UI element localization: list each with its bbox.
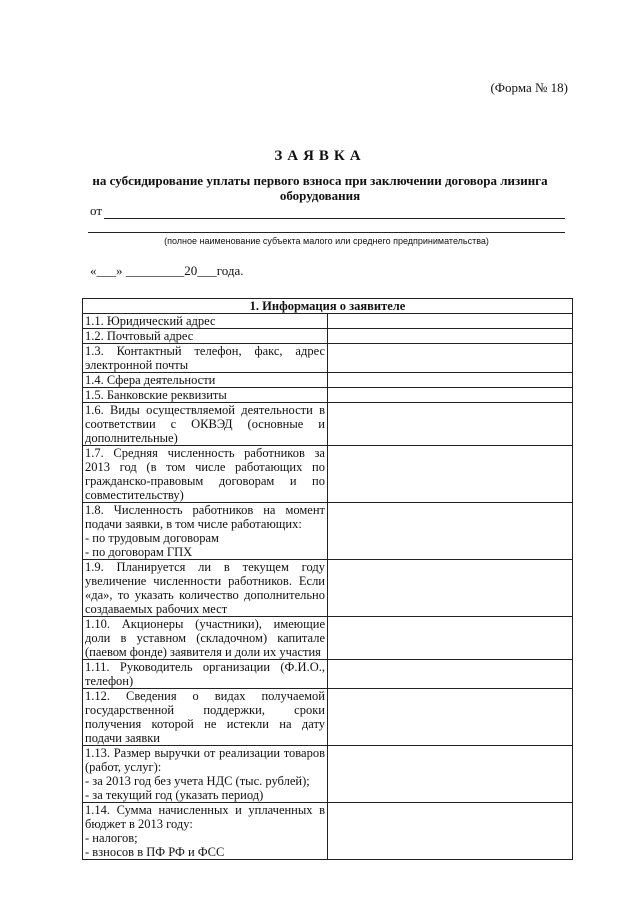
row-answer-cell[interactable] [328, 689, 573, 746]
table-row [83, 314, 573, 329]
row-question: 1.9. Планируется ли в текущем году увеличение численности работников. Если «да», то указать количество дополнительно создаваемых рабочих мест [83, 560, 328, 617]
row-question: 1.5. Банковские реквизиты [83, 388, 328, 403]
row-question: 1.6. Виды осуществляемой деятельности в соответствии с ОКВЭД (основные и дополнительные) [83, 403, 328, 446]
row-answer-cell[interactable] [328, 329, 573, 344]
row-answer-cell[interactable] [328, 503, 573, 560]
row-question: 1.7. Средняя численность работников за 2013 год (в том числе работающих по гражданско-правовым договорам и по совместительству) [83, 446, 328, 503]
form-number: (Форма № 18) [490, 80, 568, 95]
applicant-info-table [82, 298, 573, 860]
section-header-row [83, 299, 573, 314]
row-question: 1.1. Юридический адрес [83, 314, 328, 329]
document-subtitle: на субсидирование уплаты первого взноса при заключении договора лизинга оборудования [92, 173, 548, 203]
from-fill-line [104, 206, 565, 219]
table-row [83, 329, 573, 344]
row-answer-cell[interactable] [328, 803, 573, 860]
row-answer-cell[interactable] [328, 660, 573, 689]
row-question: 1.2. Почтовый адрес [83, 329, 328, 344]
row-answer-cell[interactable] [328, 446, 573, 503]
name-hint: (полное наименование субъекта малого или среднего предпринимательства) [164, 236, 489, 246]
table-row [83, 803, 573, 860]
table-row [83, 660, 573, 689]
document-title: ЗАЯВКА [274, 148, 366, 164]
row-answer-cell[interactable] [328, 617, 573, 660]
row-question: 1.13. Размер выручки от реализации товаров (работ, услуг): - за 2013 год без учета НДС (тыс. рублей); - за текущий год (указать период) [83, 746, 328, 803]
row-question: 1.4. Сфера деятельности [83, 373, 328, 388]
row-question: 1.3. Контактный телефон, факс, адрес электронной почты [83, 344, 328, 373]
table-row [83, 503, 573, 560]
row-answer-cell[interactable] [328, 560, 573, 617]
name-continuation-line [88, 232, 565, 233]
row-answer-cell[interactable] [328, 314, 573, 329]
row-answer-cell[interactable] [328, 344, 573, 373]
from-field[interactable] [90, 203, 565, 219]
row-question: 1.12. Сведения о видах получаемой государственной поддержки, сроки получения которой не истекли на дату подачи заявки [83, 689, 328, 746]
table-row [83, 344, 573, 373]
row-answer-cell[interactable] [328, 403, 573, 446]
row-question: 1.14. Сумма начисленных и уплаченных в бюджет в 2013 году: - налогов; - взносов в ПФ РФ и ФСС [83, 803, 328, 860]
section-title: 1. Информация о заявителе [83, 299, 573, 314]
table-row [83, 689, 573, 746]
row-answer-cell[interactable] [328, 746, 573, 803]
date-field[interactable]: «___» _________20___года. [90, 263, 244, 278]
table-row [83, 403, 573, 446]
table-row [83, 373, 573, 388]
table-row [83, 560, 573, 617]
row-question: 1.8. Численность работников на момент подачи заявки, в том числе работающих: - по трудовым договорам - по договорам ГПХ [83, 503, 328, 560]
row-question: 1.10. Акционеры (участники), имеющие доли в уставном (складочном) капитале (паевом фонде) заявителя и доли их участия [83, 617, 328, 660]
row-answer-cell[interactable] [328, 373, 573, 388]
row-answer-cell[interactable] [328, 388, 573, 403]
table-row [83, 388, 573, 403]
from-label: от [90, 203, 103, 218]
table-row [83, 617, 573, 660]
row-question: 1.11. Руководитель организации (Ф.И.О., телефон) [83, 660, 328, 689]
table-row [83, 746, 573, 803]
table-row [83, 446, 573, 503]
